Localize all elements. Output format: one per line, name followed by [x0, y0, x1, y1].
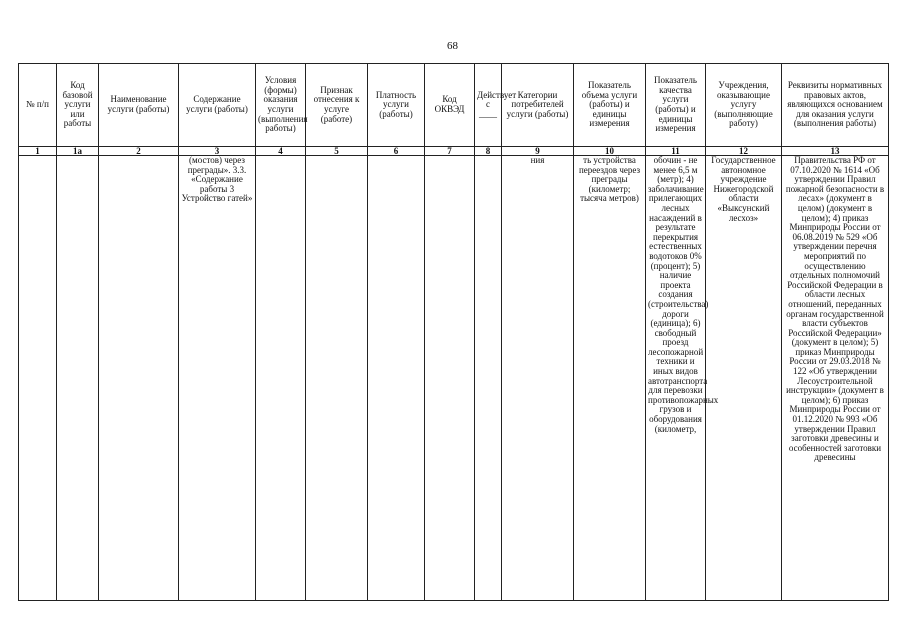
column-number: 4 [256, 147, 306, 156]
header-cell: № п/п [19, 64, 57, 147]
table-cell [368, 156, 425, 601]
header-cell: Условия (формы) оказания услуги (выполнения работы) [256, 64, 306, 147]
column-number: 2 [99, 147, 179, 156]
table-cell: обочин - не менее 6,5 м (метр); 4) заболачивание прилегающих лесных насаждений в результате перекрытия естественных водотоков 0% (процент); 5) наличие проекта создания (строительства) дороги (единица); 6) свободный проезд лесопожарной техники и иных видов автотранспорта для перевозки противопожарных грузов и оборудования (километр, [646, 156, 706, 601]
table-cell: ния [502, 156, 574, 601]
page-number: 68 [447, 40, 458, 52]
table-cell [57, 156, 99, 601]
header-cell: Содержание услуги (работы) [179, 64, 256, 147]
column-number: 9 [502, 147, 574, 156]
column-number: 7 [425, 147, 475, 156]
column-number: 3 [179, 147, 256, 156]
services-table [18, 63, 889, 601]
table-cell: Государственное автономное учреждение Нижегородской области «Выксунский лесхоз» [706, 156, 782, 601]
table-cell [306, 156, 368, 601]
column-number: 11 [646, 147, 706, 156]
table-cell [19, 156, 57, 601]
header-cell: Код базовой услуги или работы [57, 64, 99, 147]
column-number: 1а [57, 147, 99, 156]
table-cell: ть устройства переездов через преграды (километр; тысяча метров) [574, 156, 646, 601]
header-cell: Категории потребителей услуги (работы) [502, 64, 574, 147]
table-cell [256, 156, 306, 601]
column-number: 6 [368, 147, 425, 156]
table-cell: Правительства РФ от 07.10.2020 № 1614 «Об утверждении Правил пожарной безопасности в лесах» (документ в целом) (документ в целом); 4) приказ Минприроды России от 06.08.2019 № 529 «Об утверждении перечня мероприятий по осуществлению отдельных полномочий Российской Федерации в области лесных отношений, переданных органам государственной власти субъектов Российской Федерации» (документ в целом); 5) приказ Минприроды России от 29.03.2018 № 122 «Об утверждении Лесоустроительной инструкции» (документ в целом); 6) приказ Минприроды России от 01.12.2020 № 993 «Об утверждении Правил заготовки древесины и особенностей заготовки древесины [782, 156, 889, 601]
header-row [19, 64, 889, 147]
header-cell: Реквизиты нормативных правовых актов, являющихся основанием для оказания услуги (выполнения работы) [782, 64, 889, 147]
header-cell: Учреждения, оказывающие услугу (выполняющие работу) [706, 64, 782, 147]
column-number: 13 [782, 147, 889, 156]
column-number: 5 [306, 147, 368, 156]
column-number: 10 [574, 147, 646, 156]
table-cell [99, 156, 179, 601]
column-number: 8 [475, 147, 502, 156]
table-row [19, 156, 889, 601]
table-cell [425, 156, 475, 601]
header-cell: Показатель объема услуги (работы) и единицы измерения [574, 64, 646, 147]
header-cell: Показатель качества услуги (работы) и единицы измерения [646, 64, 706, 147]
header-cell: Код ОКВЭД [425, 64, 475, 147]
table-cell: (мостов) через преграды». 3.3. «Содержание работы 3 Устройство гатей» [179, 156, 256, 601]
column-number: 12 [706, 147, 782, 156]
table-cell [475, 156, 502, 601]
header-cell: Действует с ____ [475, 64, 502, 147]
header-cell: Платность услуги (работы) [368, 64, 425, 147]
header-cell: Наименование услуги (работы) [99, 64, 179, 147]
header-cell: Признак отнесения к услуге (работе) [306, 64, 368, 147]
column-number: 1 [19, 147, 57, 156]
